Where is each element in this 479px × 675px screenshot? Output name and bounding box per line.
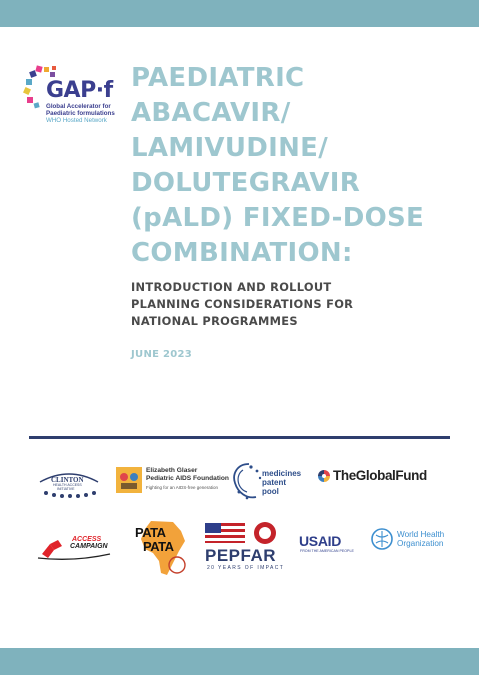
who-emblem-icon — [370, 527, 394, 551]
clinton-logo — [36, 466, 102, 502]
gapf-logo — [22, 64, 122, 128]
pepfar-name: PEPFAR — [205, 546, 277, 565]
title-line: ABACAVIR/ — [131, 98, 291, 128]
subtitle-line: NATIONAL PROGRAMMES — [131, 314, 298, 328]
subtitle-line: INTRODUCTION AND ROLLOUT — [131, 280, 332, 294]
title-line: COMBINATION: — [131, 238, 353, 268]
gapf-line2: Paediatric formulations — [46, 110, 115, 117]
patapata-line2: PATA — [143, 539, 174, 554]
usaid-logo — [299, 533, 357, 555]
egpaf-logo — [116, 467, 229, 495]
mpp-line2: patent — [262, 478, 286, 487]
usaid-name: USAID — [299, 533, 342, 549]
document-title — [131, 61, 471, 271]
gapf-logo-name: GAP·f — [46, 78, 113, 103]
globalfund-emblem-icon — [317, 469, 331, 483]
clinton-line3: INITIATIVE — [57, 487, 75, 491]
gapf-line1: Global Accelerator for — [46, 103, 111, 110]
clinton-line2: HEALTH ACCESS — [53, 483, 82, 487]
clinton-name: CLINTON — [51, 476, 84, 484]
msf-access-logo — [34, 532, 114, 566]
egpaf-line1: Elizabeth Glaser — [146, 467, 198, 474]
egpaf-line2: Pediatric AIDS Foundation — [146, 475, 229, 482]
pepfar-tagline: 20 YEARS OF IMPACT — [207, 565, 285, 571]
who-logo — [370, 527, 446, 553]
mpp-name — [262, 469, 301, 496]
patapata-logo — [133, 519, 191, 577]
egpaf-line3: Fighting for an AIDS-free generation — [146, 485, 219, 490]
mpp-line3: pool — [262, 487, 279, 496]
egpaf-emblem-icon — [116, 467, 142, 493]
publication-date: JUNE 2023 — [131, 349, 193, 360]
mpp-logo — [229, 461, 309, 503]
access-line2: CAMPAIGN — [70, 543, 108, 550]
title-line: DOLUTEGRAVIR — [131, 168, 361, 198]
who-line1: World Health — [397, 530, 445, 539]
who-line2: Organization — [397, 539, 444, 548]
top-band — [0, 0, 479, 27]
pepfar-logo — [205, 519, 291, 573]
gapf-logo-tagline — [46, 103, 126, 124]
globalfund-name: TheGlobalFund — [333, 468, 427, 483]
title-line: LAMIVUDINE/ — [131, 133, 329, 163]
who-name — [397, 530, 444, 548]
document-subtitle — [131, 279, 461, 330]
usaid-tagline: FROM THE AMERICAN PEOPLE — [300, 549, 354, 553]
subtitle-line: PLANNING CONSIDERATIONS FOR — [131, 297, 354, 311]
divider-rule — [29, 436, 450, 439]
title-line: PAEDIATRIC — [131, 63, 305, 93]
title-line: (pALD) FIXED-DOSE — [131, 203, 425, 233]
mpp-line1: medicines — [262, 469, 302, 478]
access-line1: ACCESS — [72, 536, 102, 543]
gapf-line3: WHO Hosted Network — [46, 117, 107, 124]
us-flag-icon — [205, 519, 291, 549]
globalfund-logo — [317, 467, 445, 487]
patapata-line1: PATA — [135, 525, 166, 540]
bottom-band — [0, 648, 479, 675]
